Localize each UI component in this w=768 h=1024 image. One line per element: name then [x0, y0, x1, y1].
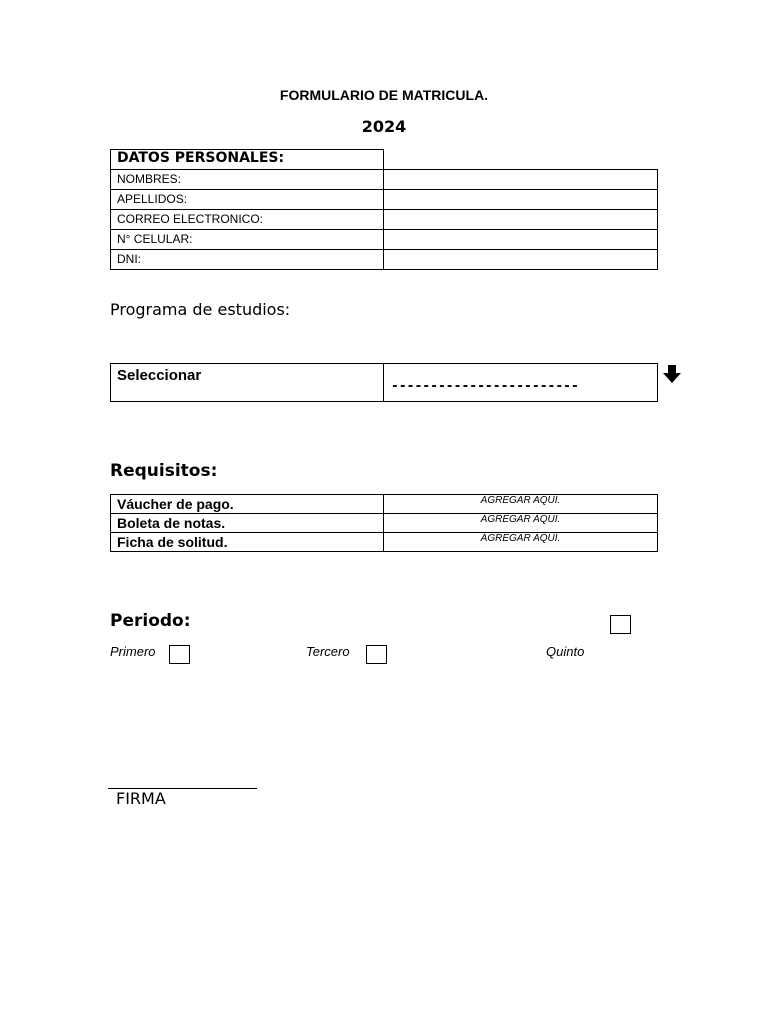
firma-label: FIRMA: [116, 789, 166, 808]
field-input-apellidos[interactable]: [384, 189, 658, 209]
programa-label: Programa de estudios:: [110, 300, 291, 319]
field-label-dni: DNI:: [111, 249, 384, 269]
form-year: 2024: [361, 117, 407, 136]
requisito-upload-ficha[interactable]: AGREGAR AQUÍ.: [384, 533, 658, 552]
requisito-label-voucher: Váucher de pago.: [111, 495, 384, 514]
requisito-label-boleta: Boleta de notas.: [111, 514, 384, 533]
periodo-checkbox-tercero[interactable]: [366, 645, 387, 664]
programa-select-label: Seleccionar: [111, 364, 384, 402]
periodo-option-tercero-label: Tercero: [306, 644, 350, 659]
field-label-apellidos: APELLIDOS:: [111, 189, 384, 209]
personal-data-header-blank: [384, 150, 658, 170]
field-label-celular: N° CELULAR:: [111, 229, 384, 249]
personal-data-table: [110, 149, 658, 270]
requisito-upload-boleta[interactable]: AGREGAR AQUÍ.: [384, 514, 658, 533]
periodo-checkbox-primero[interactable]: [169, 645, 190, 664]
requisito-upload-voucher[interactable]: AGREGAR AQUÍ.: [384, 495, 658, 514]
field-input-dni[interactable]: [384, 249, 658, 269]
form-title: FORMULARIO DE MATRICULA.: [279, 87, 489, 103]
field-input-celular[interactable]: [384, 229, 658, 249]
requisito-label-ficha: Ficha de solitud.: [111, 533, 384, 552]
arrow-down-icon[interactable]: [661, 363, 683, 385]
personal-data-header: DATOS PERSONALES:: [111, 150, 384, 170]
field-label-nombres: NOMBRES:: [111, 169, 384, 189]
field-label-correo: CORREO ELECTRONICO:: [111, 209, 384, 229]
field-input-correo[interactable]: [384, 209, 658, 229]
periodo-title: Periodo:: [110, 611, 191, 631]
periodo-checkbox-quinto[interactable]: [610, 615, 631, 634]
periodo-option-primero-label: Primero: [110, 644, 156, 659]
field-input-nombres[interactable]: [384, 169, 658, 189]
requisitos-title: Requisitos:: [110, 461, 218, 481]
programa-select-value[interactable]: ------------------------: [384, 364, 658, 402]
requisitos-table: [110, 494, 658, 552]
programa-select-table: [110, 363, 658, 402]
periodo-option-quinto-label: Quinto: [546, 644, 585, 659]
